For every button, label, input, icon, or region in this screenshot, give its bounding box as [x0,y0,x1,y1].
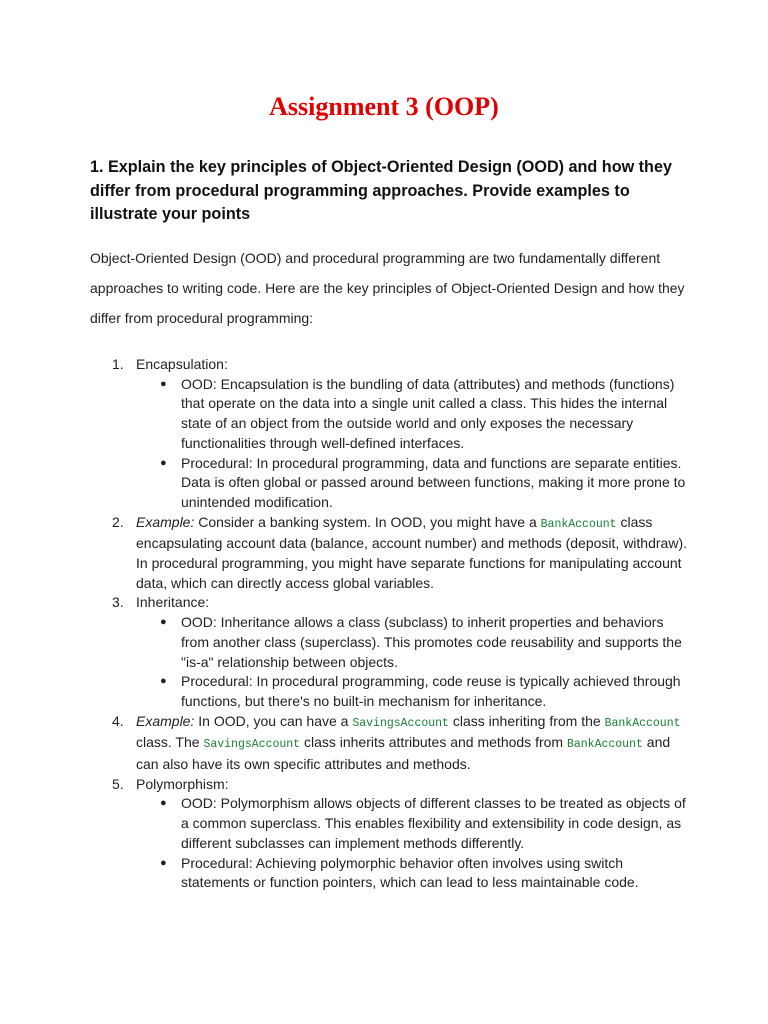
example-text: and can also have its own specific attributes and methods. [136,734,671,773]
bullet-text: OOD: Inheritance allows a class (subclass) to inherit properties and behaviors from another class (superclass). This promotes code reusability and supports the "is-a" relationship between objects. [181,614,682,670]
list-item-label: Encapsulation: [136,356,228,372]
example-text: In OOD, you can have a [194,712,353,729]
bullet-text: OOD: Polymorphism allows objects of different classes to be treated as objects of a common superclass. This enables flexibility and extensibility in code design, as different subclasses can implement methods differently. [181,795,686,851]
bullet-text: Procedural: Achieving polymorphic behavior often involves using switch statements or function pointers, which can lead to less maintainable code. [181,854,639,891]
bullet-item [136,375,690,454]
bullet-item [136,854,690,893]
bullet-item [136,672,690,711]
list-number: 5. [112,775,124,792]
page-title: Assignment 3 (OOP) [269,92,499,121]
bullet-item [136,794,690,853]
intro-paragraph: Object-Oriented Design (OOD) and procedural programming are two fundamentally different approaches to writing code. Here are the key principles of Object-Oriented Design and how they differ from procedural programming: [90,250,685,326]
example-label: Example: [136,513,195,530]
bullet-item [136,613,690,672]
list-item-label: Inheritance: [136,594,210,611]
principles-list [90,355,690,893]
encapsulation-bullets [136,375,690,513]
bullet-item [136,454,690,513]
list-item-example-savings [90,712,690,775]
code-bankaccount: BankAccount [604,716,681,730]
bullet-dot-icon: ● [160,675,167,688]
list-item-label: Polymorphism: [136,775,229,792]
list-number: 3. [112,594,124,611]
example-text: class inherits attributes and methods from [300,734,567,751]
list-number: 1. [112,356,124,372]
code-bankaccount: BankAccount [540,517,617,531]
list-number: 4. [112,712,124,729]
bullet-text: Procedural: In procedural programming, code reuse is typically achieved through functions, but there's no built-in mechanism for inheritance. [181,673,681,709]
list-item-inheritance [90,593,690,711]
code-savingsaccount: SavingsAccount [203,738,301,752]
bullet-dot-icon: ● [160,456,167,469]
bullet-dot-icon: ● [160,856,167,869]
bullet-dot-icon: ● [160,377,167,390]
example-text: Consider a banking system. In OOD, you might have a [194,513,541,530]
example-text: class encapsulating account data (balance, account number) and methods (deposit, withdraw). In procedural programming, you might have separate functions for manipulating account data, which can directly access global variables. [136,513,687,591]
bullet-dot-icon: ● [160,797,167,810]
list-item-polymorphism [90,775,690,893]
question-heading: 1. Explain the key principles of Object-Oriented Design (OOD) and how they differ from procedural programming approaches. Provide examples to illustrate your points [90,158,672,223]
inheritance-bullets [136,613,690,712]
code-savingsaccount: SavingsAccount [352,716,449,730]
example-text: class. The [136,734,204,751]
bullet-text: Procedural: In procedural programming, data and functions are separate entities. Data is often global or passed around between functions, making it more prone to unintended modification. [181,454,686,510]
list-number: 2. [112,513,124,530]
example-label: Example: [136,712,195,729]
bullet-text: OOD: Encapsulation is the bundling of data (attributes) and methods (functions) that operate on the data into a single unit called a class. This hides the internal state of an object from the outside world and only exposes the necessary functionalities through well-defined interfaces. [181,375,675,451]
example-text: class inheriting from the [448,712,605,729]
code-bankaccount: BankAccount [566,738,643,752]
list-item-example-banking [90,513,690,594]
bullet-dot-icon: ● [160,616,167,629]
list-item-encapsulation [90,355,690,513]
polymorphism-bullets [136,794,690,893]
